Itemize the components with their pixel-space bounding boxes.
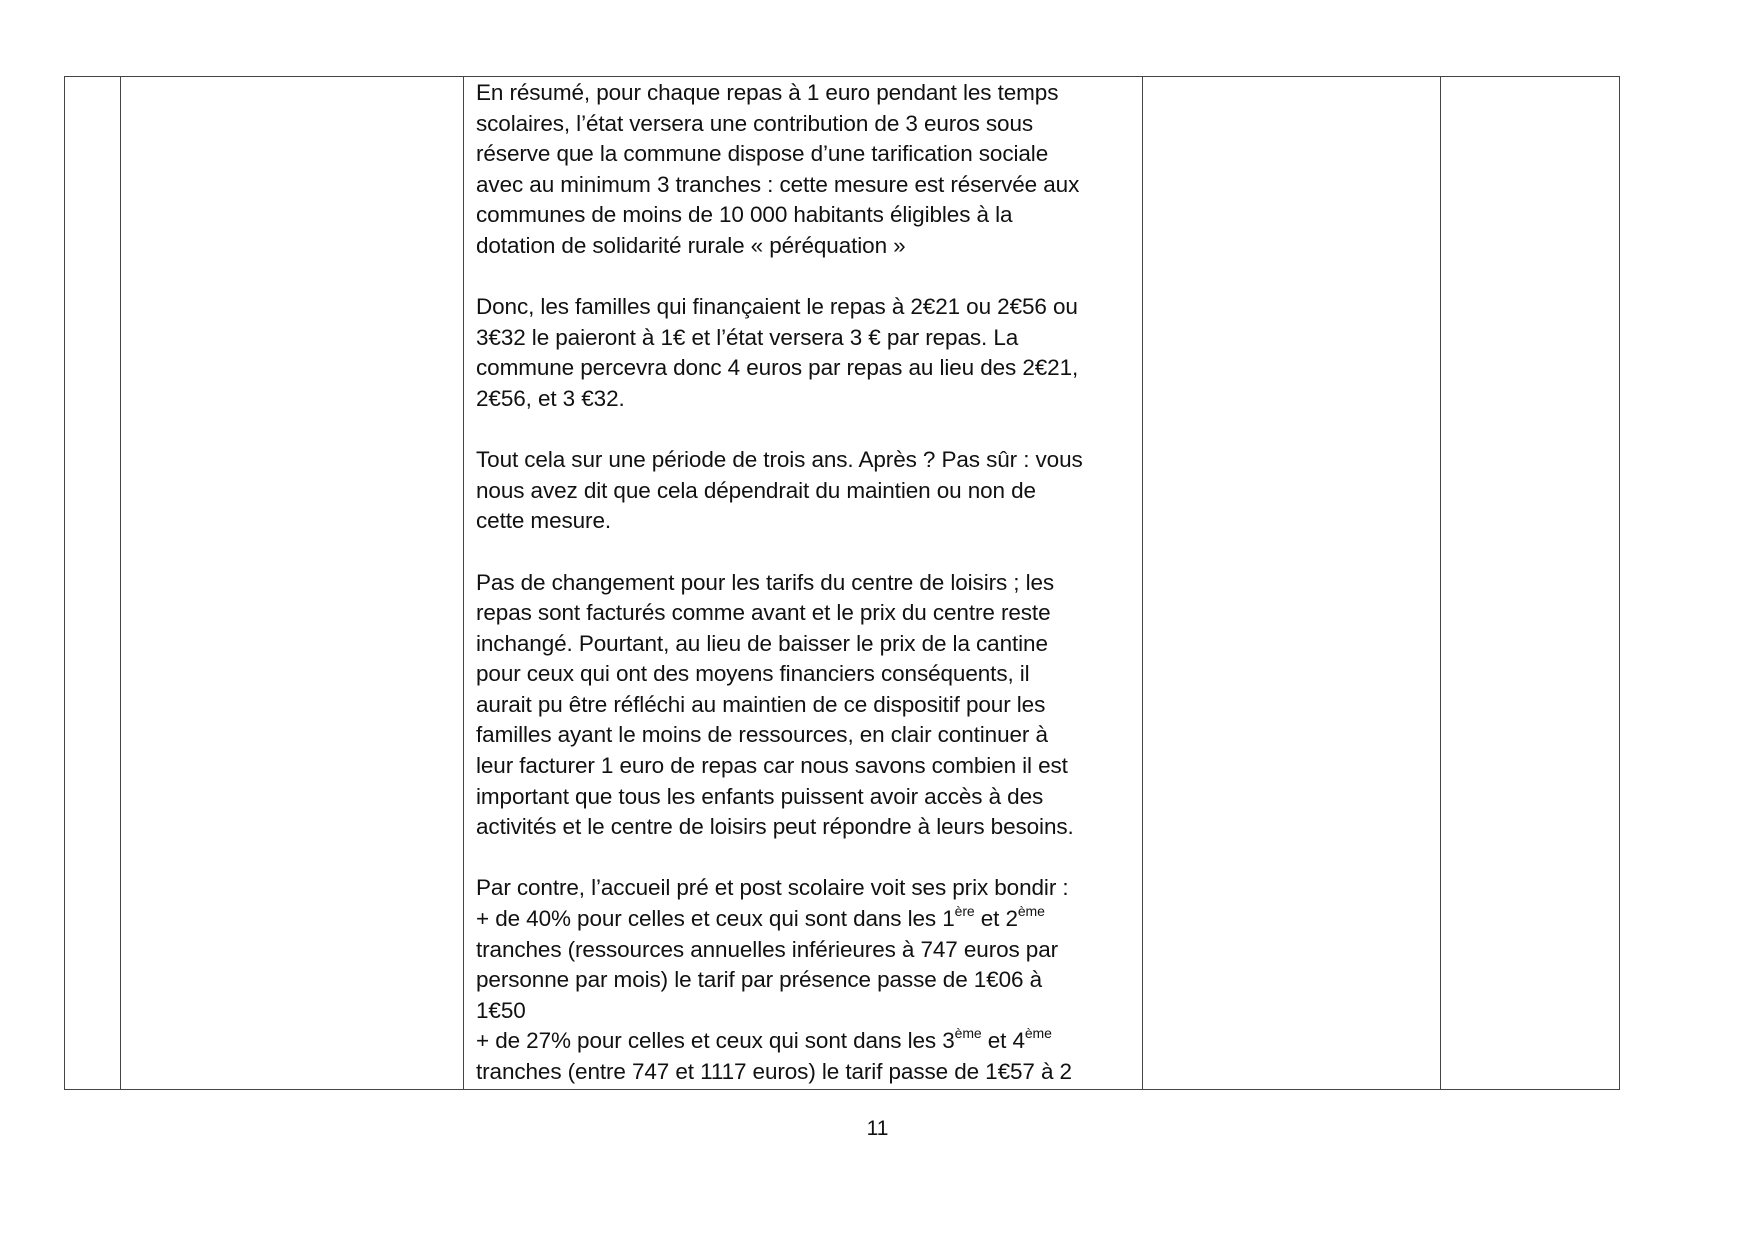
paragraph-3	[476, 445, 1130, 537]
paragraph-5	[476, 873, 1130, 1087]
text-line: activités et le centre de loisirs peut répondre à leurs besoins.	[476, 814, 1074, 840]
text-line: repas sont facturés comme avant et le prix du centre reste	[476, 600, 1051, 626]
text-line: 1€50	[476, 997, 526, 1023]
text-line: dotation de solidarité rurale « péréquation »	[476, 232, 906, 258]
paragraph-1	[476, 78, 1130, 262]
text-line: Par contre, l’accueil pré et post scolaire voit ses prix bondir :	[476, 875, 1069, 901]
text-line: aurait pu être réfléchi au maintien de ce dispositif pour les	[476, 691, 1046, 717]
text-line: inchangé. Pourtant, au lieu de baisser le prix de la cantine	[476, 630, 1048, 656]
superscript: ème	[954, 1024, 982, 1041]
text-line: leur facturer 1 euro de repas car nous savons combien il est	[476, 753, 1068, 779]
text-line: tranches (ressources annuelles inférieures à 747 euros par	[476, 936, 1059, 962]
superscript: ème	[1017, 902, 1045, 919]
text-line: Donc, les familles qui finançaient le repas à 2€21 ou 2€56 ou	[476, 294, 1078, 320]
text-fragment: et 4	[981, 1028, 1025, 1054]
document-table	[64, 76, 1620, 1090]
text-fragment: et 2	[974, 906, 1018, 932]
text-line: personne par mois) le tarif par présence passe de 1€06 à	[476, 967, 1042, 993]
text-line: tranches (entre 747 et 1117 euros) le tarif passe de 1€57 à 2	[476, 1059, 1072, 1084]
table-cell-text	[464, 77, 1143, 1090]
superscript: ère	[954, 902, 975, 919]
text-line: 3€32 le paieront à 1€ et l’état versera 3 € par repas. La	[476, 324, 1019, 350]
paragraph-2	[476, 292, 1130, 414]
text-line: pour ceux qui ont des moyens financiers conséquents, il	[476, 661, 1030, 687]
superscript: ème	[1024, 1024, 1052, 1041]
table-cell-empty-4	[1143, 77, 1441, 1090]
text-block	[476, 77, 1130, 1088]
text-line: 2€56, et 3 €32.	[476, 385, 625, 411]
text-line: Pas de changement pour les tarifs du centre de loisirs ; les	[476, 569, 1055, 595]
text-line: réserve que la commune dispose d’une tarification sociale	[476, 141, 1049, 167]
text-line: avec au minimum 3 tranches : cette mesure est réservée aux	[476, 171, 1080, 197]
text-line: scolaires, l’état versera une contribution de 3 euros sous	[476, 110, 1034, 136]
text-line: En résumé, pour chaque repas à 1 euro pendant les temps	[476, 80, 1059, 105]
text-line-with-superscript	[476, 1026, 1130, 1057]
text-line: nous avez dit que cela dépendrait du maintien ou non de	[476, 477, 1036, 503]
page-number: 11	[866, 1117, 889, 1140]
table-cell-empty-5	[1441, 77, 1620, 1090]
table-cell-empty-1	[65, 77, 121, 1090]
text-line: Tout cela sur une période de trois ans. Après ? Pas sûr : vous	[476, 447, 1083, 473]
text-line: familles ayant le moins de ressources, en clair continuer à	[476, 722, 1048, 748]
table-cell-empty-2	[121, 77, 464, 1090]
text-line: commune percevra donc 4 euros par repas au lieu des 2€21,	[476, 355, 1079, 381]
paragraph-4	[476, 568, 1130, 843]
text-line: important que tous les enfants puissent avoir accès à des	[476, 783, 1044, 809]
text-line: cette mesure.	[476, 508, 612, 534]
text-fragment: + de 40% pour celles et ceux qui sont dans les 1	[476, 906, 955, 932]
text-fragment: + de 27% pour celles et ceux qui sont dans les 3	[476, 1028, 955, 1054]
text-line-with-superscript	[476, 904, 1130, 935]
text-line: communes de moins de 10 000 habitants éligibles à la	[476, 202, 1013, 228]
table-row	[65, 77, 1620, 1090]
